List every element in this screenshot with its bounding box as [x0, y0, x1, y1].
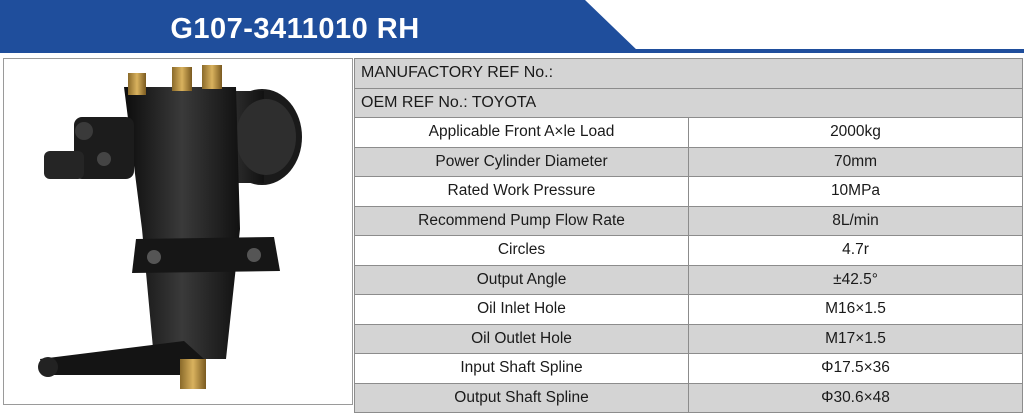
- spec-label: Applicable Front A×le Load: [355, 118, 689, 148]
- spec-value: Φ30.6×48: [689, 383, 1023, 413]
- spec-value: 8L/min: [689, 206, 1023, 236]
- spec-row: [355, 295, 1023, 325]
- spec-label: Input Shaft Spline: [355, 354, 689, 384]
- spec-table: [354, 58, 1023, 413]
- oem-ref-row: [355, 88, 1023, 118]
- spec-value: 4.7r: [689, 236, 1023, 266]
- manufactory-ref-row: [355, 59, 1023, 89]
- spec-row: [355, 206, 1023, 236]
- spec-label: Rated Work Pressure: [355, 177, 689, 207]
- spec-value: 10MPa: [689, 177, 1023, 207]
- spec-row: [355, 324, 1023, 354]
- spec-value: 2000kg: [689, 118, 1023, 148]
- product-photo: [3, 58, 353, 405]
- spec-row: [355, 383, 1023, 413]
- spec-row: [355, 177, 1023, 207]
- spec-value: 70mm: [689, 147, 1023, 177]
- spec-label: Circles: [355, 236, 689, 266]
- spec-label: Power Cylinder Diameter: [355, 147, 689, 177]
- spec-row: [355, 354, 1023, 384]
- spec-row: [355, 236, 1023, 266]
- product-title: G107-3411010 RH: [170, 13, 420, 45]
- spec-row: [355, 118, 1023, 148]
- spec-label: Oil Outlet Hole: [355, 324, 689, 354]
- spec-label: Output Angle: [355, 265, 689, 295]
- spec-label: Oil Inlet Hole: [355, 295, 689, 325]
- oem-ref-label: OEM REF No.: TOYOTA: [355, 88, 1023, 118]
- spec-value: M16×1.5: [689, 295, 1023, 325]
- spec-value: M17×1.5: [689, 324, 1023, 354]
- spec-value: ±42.5°: [689, 265, 1023, 295]
- spec-value: Φ17.5×36: [689, 354, 1023, 384]
- spec-row: [355, 147, 1023, 177]
- spec-label: Output Shaft Spline: [355, 383, 689, 413]
- title-banner: [0, 0, 640, 53]
- spec-label: Recommend Pump Flow Rate: [355, 206, 689, 236]
- steering-gear-icon: [4, 59, 352, 404]
- manufactory-ref-label: MANUFACTORY REF No.:: [355, 59, 1023, 89]
- spec-row: [355, 265, 1023, 295]
